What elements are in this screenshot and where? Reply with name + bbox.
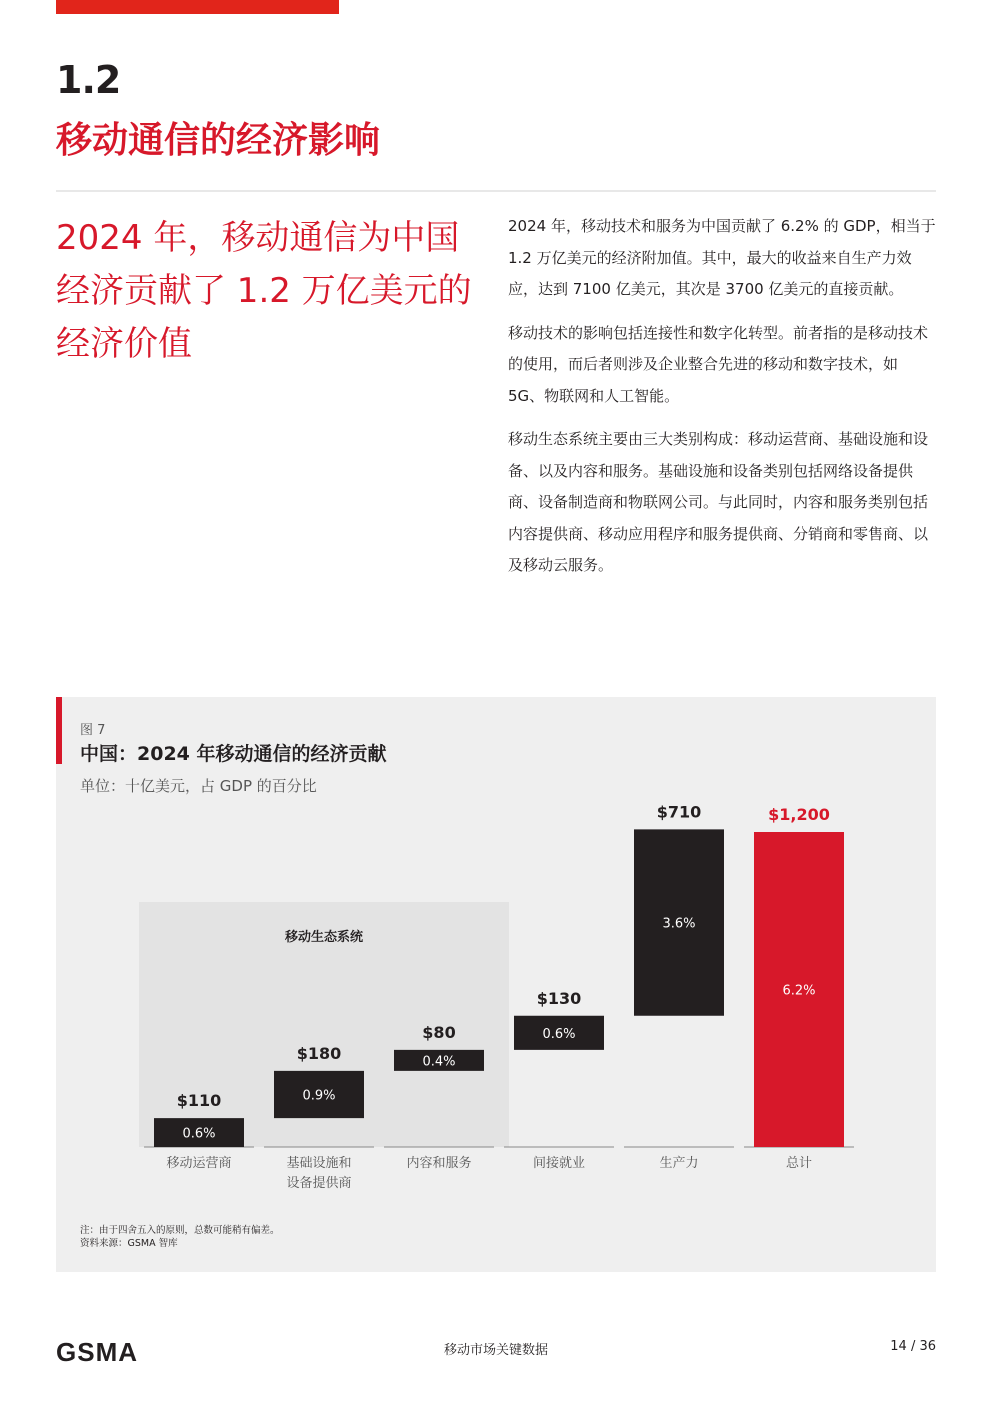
category-label: 生产力 <box>659 1156 699 1171</box>
category-label: 间接就业 <box>532 1156 586 1171</box>
bar-value-label: $180 <box>296 1043 342 1063</box>
category-label: 总计 <box>785 1156 813 1171</box>
figure-title: 中国：2024 年移动通信的经济贡献 <box>80 743 387 765</box>
bar-value-label: $1,200 <box>768 805 830 824</box>
bar-value-label: $130 <box>536 988 582 1008</box>
section-divider <box>56 190 936 192</box>
bar-value-label: $110 <box>176 1091 222 1111</box>
category-label: 移动运营商 <box>166 1156 232 1171</box>
figure-label: 图 7 <box>80 723 106 738</box>
ecosystem-group-label: 移动生态系统 <box>284 930 364 945</box>
bar-gdp-share-label: 0.6% <box>542 1026 576 1042</box>
body-paragraph-1: 2024 年，移动技术和服务为中国贡献了 6.2% 的 GDP，相当于 1.2 万亿美元的经济附加值。其中，最大的收益来自生产力效应，达到 7100 亿美元，其次是 3700 亿美元的直接贡献。 <box>508 217 936 298</box>
bar-value-label: $80 <box>422 1022 456 1042</box>
section-title: 移动通信的经济影响 <box>56 120 381 161</box>
category-label: 内容和服务 <box>406 1156 472 1171</box>
figure-notes <box>80 1224 280 1250</box>
bar-gdp-share-label: 3.6% <box>662 916 696 932</box>
lead-statement: 2024 年，移动通信为中国经济贡献了 1.2 万亿美元的经济价值 <box>56 218 472 364</box>
page-number: 14 / 36 <box>890 1339 936 1354</box>
bar-gdp-share-label: 0.6% <box>182 1126 216 1142</box>
bar-gdp-share-label: 6.2% <box>782 983 816 999</box>
body-text <box>508 211 938 594</box>
body-paragraph-2: 移动技术的影响包括连接性和数字化转型。前者指的是移动技术的使用，而后者则涉及企业整合先进的移动和数字技术，如 5G、物联网和人工智能。 <box>508 323 929 405</box>
figure-source: 资料来源：GSMA 智库 <box>80 1238 178 1249</box>
footer-title: 移动市场关键数据 <box>443 1343 548 1358</box>
top-accent-bar <box>56 0 339 14</box>
category-label: 基础设施和 <box>286 1156 352 1171</box>
bar-gdp-share-label: 0.9% <box>302 1088 336 1104</box>
bar-value-label: $710 <box>656 802 702 822</box>
bar-gdp-share-label: 0.4% <box>422 1054 456 1070</box>
category-label: 设备提供商 <box>286 1176 352 1191</box>
section-number: 1.2 <box>56 58 121 102</box>
figure-unit: 单位：十亿美元，占 GDP 的百分比 <box>80 777 317 795</box>
figure-note: 注：由于四舍五入的原则，总数可能稍有偏差。 <box>80 1225 280 1236</box>
figure-panel <box>56 697 936 1272</box>
gsma-logo: GSMA <box>56 1337 138 1367</box>
waterfall-chart <box>56 697 936 1272</box>
body-paragraph-3: 移动生态系统主要由三大类别构成：移动运营商、基础设施和设备、以及内容和服务。基础设施和设备类别包括网络设备提供商、设备制造商和物联网公司。与此同时，内容和服务类别包括内容提供商、移动应用程序和服务提供商、分销商和零售商、以及移动云服务。 <box>508 430 929 574</box>
